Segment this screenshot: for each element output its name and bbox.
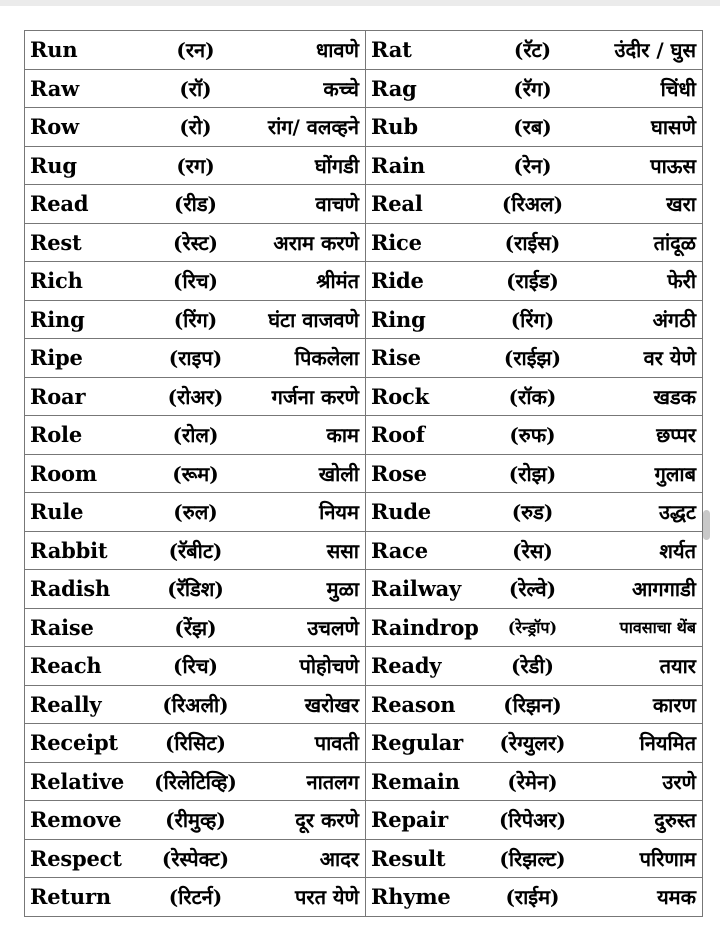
vocab-cell-right xyxy=(366,454,703,493)
vocab-entry xyxy=(30,609,359,647)
vocab-entry xyxy=(371,647,696,685)
pronunciation: (रॅट) xyxy=(513,38,552,63)
vocab-entry xyxy=(30,647,359,685)
vocab-entry xyxy=(371,262,696,300)
vocab-cell-left xyxy=(25,570,366,609)
marathi-meaning: अराम करणे xyxy=(273,230,359,255)
marathi-meaning: श्रीमंत xyxy=(316,269,359,294)
marathi-meaning: चिंधी xyxy=(660,76,696,101)
vocab-entry xyxy=(30,686,359,724)
table-row xyxy=(25,146,703,185)
marathi-meaning: कारण xyxy=(652,692,696,717)
pronunciation: (रिअली) xyxy=(162,692,229,717)
pronunciation: (रेडी) xyxy=(511,654,554,679)
vocab-entry xyxy=(371,801,696,839)
vocab-entry xyxy=(30,840,359,878)
pronunciation: (रिलेटिव्हि) xyxy=(154,769,237,794)
pronunciation: (रो) xyxy=(179,115,212,140)
pronunciation: (रब) xyxy=(513,115,552,140)
pronunciation: (रॉ) xyxy=(179,76,212,101)
vocabulary-table xyxy=(24,30,703,917)
marathi-meaning: तांदूळ xyxy=(653,230,696,255)
marathi-meaning: शर्यत xyxy=(659,538,696,563)
vocab-cell-left xyxy=(25,262,366,301)
english-word: Raw xyxy=(30,75,80,101)
vocab-entry xyxy=(371,763,696,801)
english-word: Race xyxy=(371,537,428,563)
pronunciation: (रोझ) xyxy=(508,461,557,486)
table-row xyxy=(25,839,703,878)
vocab-cell-right xyxy=(366,801,703,840)
english-word: Railway xyxy=(371,576,461,602)
vocab-cell-right xyxy=(366,570,703,609)
pronunciation: (रेस) xyxy=(512,538,553,563)
vocab-entry xyxy=(371,878,696,916)
vocab-entry xyxy=(30,532,359,570)
english-word: Roof xyxy=(371,422,425,448)
vocab-entry xyxy=(30,301,359,339)
pronunciation: (रिंग) xyxy=(173,307,218,332)
english-word: Relative xyxy=(30,768,125,794)
pronunciation: (रिअल) xyxy=(501,192,564,217)
vocab-entry xyxy=(30,147,359,185)
marathi-meaning: यमक xyxy=(657,885,696,910)
pronunciation: (रेन) xyxy=(513,153,552,178)
marathi-meaning: पिकलेला xyxy=(294,346,359,371)
english-word: Reach xyxy=(30,653,102,679)
pronunciation: (रिझन) xyxy=(503,692,562,717)
vocab-cell-left xyxy=(25,108,366,147)
english-word: Result xyxy=(371,845,446,871)
english-word: Raise xyxy=(30,614,94,640)
table-row xyxy=(25,570,703,609)
vocab-entry xyxy=(371,185,696,223)
vocab-entry xyxy=(30,31,359,69)
pronunciation: (राईड) xyxy=(506,269,559,294)
marathi-meaning: गर्जना करणे xyxy=(271,384,359,409)
vocab-entry xyxy=(371,224,696,262)
marathi-meaning: रांग/ वलव्हने xyxy=(267,115,359,140)
english-word: Row xyxy=(30,114,79,140)
table-row xyxy=(25,647,703,686)
vocab-entry xyxy=(371,108,696,146)
pronunciation: (रेस्पेक्ट) xyxy=(161,846,230,871)
pronunciation: (रग) xyxy=(176,153,215,178)
vocab-entry xyxy=(30,70,359,108)
table-row xyxy=(25,801,703,840)
vocab-cell-right xyxy=(366,647,703,686)
vocab-entry xyxy=(371,378,696,416)
pronunciation: (राईम) xyxy=(505,885,560,910)
marathi-meaning: तयार xyxy=(659,654,696,679)
marathi-meaning: अंगठी xyxy=(652,307,696,332)
pronunciation: (रीमुव्ह) xyxy=(165,808,226,833)
vocab-cell-right xyxy=(366,724,703,763)
english-word: Rise xyxy=(371,345,421,371)
english-word: Rub xyxy=(371,114,418,140)
english-word: Rhyme xyxy=(371,884,451,910)
marathi-meaning: छप्पर xyxy=(656,423,696,448)
pronunciation: (रेल्वे) xyxy=(508,577,557,602)
pronunciation: (रिच) xyxy=(173,654,218,679)
english-word: Rain xyxy=(371,152,425,178)
english-word: Roar xyxy=(30,383,86,409)
vocab-cell-left xyxy=(25,647,366,686)
table-row xyxy=(25,223,703,262)
marathi-meaning: कच्चे xyxy=(323,76,359,101)
marathi-meaning: उंदीर / घुस xyxy=(614,38,696,63)
marathi-meaning: घासणे xyxy=(651,115,696,140)
marathi-meaning: आदर xyxy=(319,846,359,871)
vocab-entry xyxy=(30,185,359,223)
vocab-entry xyxy=(371,493,696,531)
vocab-cell-right xyxy=(366,339,703,378)
english-word: Rich xyxy=(30,268,83,294)
marathi-meaning: गुलाब xyxy=(654,461,696,486)
english-word: Receipt xyxy=(30,730,118,756)
vocab-entry xyxy=(30,416,359,454)
table-row xyxy=(25,493,703,532)
vocab-cell-right xyxy=(366,146,703,185)
marathi-meaning: परत येणे xyxy=(295,885,359,910)
vocab-cell-right xyxy=(366,685,703,724)
pronunciation: (रुफ) xyxy=(509,423,556,448)
vocab-entry xyxy=(30,378,359,416)
marathi-meaning: धावणे xyxy=(315,38,359,63)
pronunciation: (राइप) xyxy=(168,346,223,371)
vocab-entry xyxy=(371,609,696,647)
english-word: Ring xyxy=(371,306,426,332)
vocab-entry xyxy=(30,801,359,839)
vocab-entry xyxy=(30,570,359,608)
english-word: Ripe xyxy=(30,345,83,371)
pronunciation: (रोअर) xyxy=(167,384,224,409)
english-word: Rag xyxy=(371,75,417,101)
vocab-cell-left xyxy=(25,416,366,455)
vocab-cell-left xyxy=(25,300,366,339)
marathi-meaning: खरा xyxy=(666,192,696,217)
marathi-meaning: दुरुस्त xyxy=(654,808,696,833)
english-word: Rug xyxy=(30,152,77,178)
marathi-meaning: काम xyxy=(326,423,359,448)
english-word: Reason xyxy=(371,691,456,717)
marathi-meaning: उद्धट xyxy=(658,500,696,525)
marathi-meaning: आगगाडी xyxy=(631,577,696,602)
vocab-cell-left xyxy=(25,69,366,108)
vocab-entry xyxy=(30,724,359,762)
vocab-cell-right xyxy=(366,377,703,416)
english-word: Raindrop xyxy=(371,614,479,640)
vocab-entry xyxy=(371,339,696,377)
vocab-entry xyxy=(371,147,696,185)
table-row xyxy=(25,108,703,147)
marathi-meaning: पोहोचणे xyxy=(299,654,359,679)
vocab-cell-left xyxy=(25,839,366,878)
marathi-meaning: नियम xyxy=(319,500,359,525)
marathi-meaning: पावसाचा थेंब xyxy=(619,618,696,638)
vocab-entry xyxy=(371,70,696,108)
english-word: Read xyxy=(30,191,89,217)
pronunciation: (रेन्ड्रॉप) xyxy=(507,618,558,638)
english-word: Real xyxy=(371,191,423,217)
table-row xyxy=(25,339,703,378)
english-word: Respect xyxy=(30,845,122,871)
marathi-meaning: परिणाम xyxy=(639,846,696,871)
english-word: Repair xyxy=(371,807,448,833)
vocab-entry xyxy=(30,224,359,262)
table-row xyxy=(25,69,703,108)
vocab-entry xyxy=(30,455,359,493)
vocab-cell-right xyxy=(366,31,703,70)
marathi-meaning: फेरी xyxy=(667,269,696,294)
table-row xyxy=(25,300,703,339)
pronunciation: (रन) xyxy=(176,38,215,63)
vocab-entry xyxy=(30,262,359,300)
english-word: Room xyxy=(30,460,97,486)
vocab-entry xyxy=(371,455,696,493)
vocab-cell-right xyxy=(366,262,703,301)
pronunciation: (रिटर्न) xyxy=(168,885,223,910)
top-bar xyxy=(0,0,720,6)
vocab-cell-left xyxy=(25,185,366,224)
vocab-entry xyxy=(371,31,696,69)
english-word: Rude xyxy=(371,499,431,525)
vocab-cell-left xyxy=(25,801,366,840)
marathi-meaning: उरणे xyxy=(662,769,696,794)
scrollbar-thumb[interactable] xyxy=(703,510,710,540)
pronunciation: (रेंझ) xyxy=(174,615,217,640)
english-word: Regular xyxy=(371,730,464,756)
vocab-cell-left xyxy=(25,608,366,647)
pronunciation: (रुड) xyxy=(511,500,554,525)
vocab-entry xyxy=(371,570,696,608)
marathi-meaning: घोंगडी xyxy=(314,153,359,178)
english-word: Radish xyxy=(30,576,111,602)
marathi-meaning: नातलग xyxy=(306,769,359,794)
english-word: Rest xyxy=(30,229,82,255)
table-row xyxy=(25,454,703,493)
table-row xyxy=(25,262,703,301)
english-word: Rose xyxy=(371,460,427,486)
vocab-cell-right xyxy=(366,108,703,147)
vocab-cell-right xyxy=(366,493,703,532)
vocab-cell-left xyxy=(25,762,366,801)
vocab-entry xyxy=(371,416,696,454)
table-row xyxy=(25,685,703,724)
pronunciation: (रेग्युलर) xyxy=(499,731,566,756)
table-row xyxy=(25,878,703,917)
pronunciation: (रिपेअर) xyxy=(498,808,567,833)
marathi-meaning: घंटा वाजवणे xyxy=(268,307,359,332)
vocab-entry xyxy=(30,108,359,146)
english-word: Return xyxy=(30,884,111,910)
pronunciation: (रॅबीट) xyxy=(168,538,223,563)
pronunciation: (रूम) xyxy=(172,461,219,486)
english-word: Rock xyxy=(371,383,429,409)
vocab-cell-left xyxy=(25,493,366,532)
vocab-cell-left xyxy=(25,31,366,70)
english-word: Rule xyxy=(30,499,84,525)
english-word: Role xyxy=(30,422,82,448)
pronunciation: (रोल) xyxy=(172,423,219,448)
english-word: Ring xyxy=(30,306,85,332)
pronunciation: (रॅडिश) xyxy=(167,577,224,602)
english-word: Remain xyxy=(371,768,460,794)
english-word: Ready xyxy=(371,653,442,679)
marathi-meaning: वर येणे xyxy=(643,346,696,371)
english-word: Rabbit xyxy=(30,537,108,563)
vocab-cell-left xyxy=(25,878,366,917)
vocab-cell-left xyxy=(25,685,366,724)
vocab-cell-right xyxy=(366,69,703,108)
pronunciation: (रीड) xyxy=(174,192,217,217)
vocab-cell-left xyxy=(25,339,366,378)
table-row xyxy=(25,31,703,70)
pronunciation: (रेस्ट) xyxy=(173,230,218,255)
pronunciation: (राईझ) xyxy=(503,346,562,371)
vocab-cell-right xyxy=(366,839,703,878)
table-row xyxy=(25,377,703,416)
table-row xyxy=(25,724,703,763)
english-word: Run xyxy=(30,37,78,63)
vocab-cell-left xyxy=(25,531,366,570)
marathi-meaning: मुळा xyxy=(326,577,359,602)
vocab-cell-right xyxy=(366,608,703,647)
vocab-cell-right xyxy=(366,531,703,570)
vocab-entry xyxy=(30,339,359,377)
marathi-meaning: खोली xyxy=(318,461,359,486)
vocab-cell-left xyxy=(25,146,366,185)
marathi-meaning: उचलणे xyxy=(307,615,359,640)
pronunciation: (रिझल्ट) xyxy=(499,846,566,871)
marathi-meaning: खडक xyxy=(653,384,696,409)
marathi-meaning: वाचणे xyxy=(315,192,359,217)
marathi-meaning: ससा xyxy=(326,538,359,563)
vocab-entry xyxy=(30,763,359,801)
vocab-cell-right xyxy=(366,185,703,224)
vocab-entry xyxy=(371,724,696,762)
pronunciation: (रिसिट) xyxy=(164,731,227,756)
vocab-entry xyxy=(30,878,359,916)
vocab-cell-left xyxy=(25,377,366,416)
vocab-cell-left xyxy=(25,223,366,262)
pronunciation: (रॅग) xyxy=(513,76,552,101)
marathi-meaning: पाऊस xyxy=(650,153,696,178)
marathi-meaning: नियमित xyxy=(639,731,696,756)
vocab-entry xyxy=(371,686,696,724)
vocab-cell-left xyxy=(25,724,366,763)
table-row xyxy=(25,416,703,455)
english-word: Ride xyxy=(371,268,424,294)
vocab-cell-right xyxy=(366,762,703,801)
vocab-cell-right xyxy=(366,300,703,339)
vocab-cell-right xyxy=(366,223,703,262)
pronunciation: (रॉक) xyxy=(508,384,557,409)
table-row xyxy=(25,608,703,647)
vocab-cell-right xyxy=(366,878,703,917)
english-word: Rice xyxy=(371,229,422,255)
vocab-entry xyxy=(371,532,696,570)
pronunciation: (रिच) xyxy=(173,269,218,294)
vocab-cell-right xyxy=(366,416,703,455)
vocabulary-table-body xyxy=(25,31,703,917)
marathi-meaning: खरोखर xyxy=(304,692,359,717)
pronunciation: (राईस) xyxy=(504,230,561,255)
vocab-entry xyxy=(371,840,696,878)
pronunciation: (रिंग) xyxy=(510,307,555,332)
english-word: Remove xyxy=(30,807,122,833)
vocab-entry xyxy=(30,493,359,531)
vocab-entry xyxy=(371,301,696,339)
table-row xyxy=(25,762,703,801)
pronunciation: (रेमेन) xyxy=(507,769,558,794)
vocab-cell-left xyxy=(25,454,366,493)
marathi-meaning: दूर करणे xyxy=(295,808,359,833)
marathi-meaning: पावती xyxy=(314,731,359,756)
pronunciation: (रुल) xyxy=(173,500,218,525)
english-word: Rat xyxy=(371,37,412,63)
english-word: Really xyxy=(30,691,102,717)
table-row xyxy=(25,531,703,570)
table-row xyxy=(25,185,703,224)
